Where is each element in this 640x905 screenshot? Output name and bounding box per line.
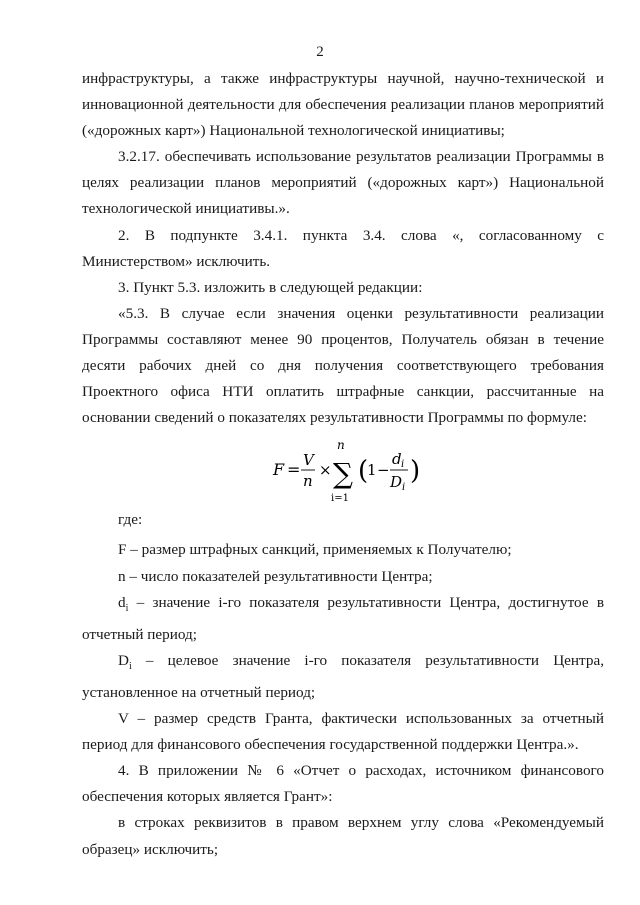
formula-sum-upper: n: [337, 438, 345, 453]
formula-one: 1: [367, 461, 377, 480]
definition-D-text: – целевое значение i-го показателя результативности Центра, установленное на отчетный период;: [82, 651, 604, 701]
definition-V: V – размер средств Гранта, фактически использованных за отчетный период для финансового обеспечения государственной поддержки Центра.».: [82, 710, 604, 754]
formula-lparen: (: [358, 456, 369, 487]
definition-d-text: – значение i-го показателя результативности Центра, достигнутое в отчетный период;: [82, 593, 604, 643]
paragraph: 3. Пункт 5.3. изложить в следующей редакции:: [118, 278, 423, 296]
document-body: [82, 66, 604, 863]
formula-D-sub: i: [402, 482, 406, 494]
penalty-formula: [82, 431, 604, 507]
formula-n: n: [303, 472, 313, 491]
formula-minus: −: [377, 461, 390, 480]
formula-sum-lower: i=1: [331, 493, 349, 505]
symbol-D: D: [118, 651, 129, 669]
formula-d-sub: i: [401, 459, 405, 471]
formula-equals: =: [287, 460, 301, 480]
formula-V: V: [303, 451, 314, 470]
page-number: 2: [316, 44, 324, 60]
definition-d: [82, 590, 604, 648]
formula-D: D: [390, 473, 403, 492]
formula-times: ×: [319, 461, 332, 480]
formula-d: d: [392, 450, 402, 469]
symbol-d-sub: i: [125, 602, 129, 614]
definition-F: F – размер штрафных санкций, применяемых к Получателю;: [118, 541, 512, 559]
paragraph: 3.2.17. обеспечивать использование результатов реализации Программы в целях реализации планов мероприятий («дорожных карт») Национальной технологической инициативы.».: [82, 148, 604, 218]
formula-F: F: [273, 460, 285, 480]
formula-svg: [265, 431, 425, 507]
formula-sum: ∑: [333, 457, 353, 491]
paragraph: 4. В приложении № 6 «Отчет о расходах, источником финансового обеспечения которых является Грант»:: [82, 762, 604, 806]
definition-D: [82, 648, 604, 706]
symbol-D-sub: i: [128, 660, 132, 672]
formula-rparen: ): [410, 456, 421, 487]
paragraph: 2. В подпункте 3.4.1. пункта 3.4. слова «, согласованному с Министерством» исключить.: [82, 226, 604, 270]
paragraph: где:: [118, 511, 143, 529]
paragraph: инфраструктуры, а также инфраструктуры научной, научно-технической и инновационной деятельности для обеспечения реализации планов мероприятий («дорожных карт») Национальной технологической инициативы;: [82, 70, 604, 140]
paragraph: в строках реквизитов в правом верхнем углу слова «Рекомендуемый образец» исключить;: [82, 814, 604, 858]
paragraph: «5.3. В случае если значения оценки результативности реализации Программы составляют менее 90 процентов, Получатель обязан в течение десяти рабочих дней со дня получения соответствующего требования Проектного офиса НТИ оплатить штрафные санкции, рассчитанные на основании сведений о показателях результативности Программы по формуле:: [82, 304, 604, 427]
symbol-d: d: [118, 593, 126, 611]
definition-n: n – число показателей результативности Центра;: [118, 567, 433, 585]
